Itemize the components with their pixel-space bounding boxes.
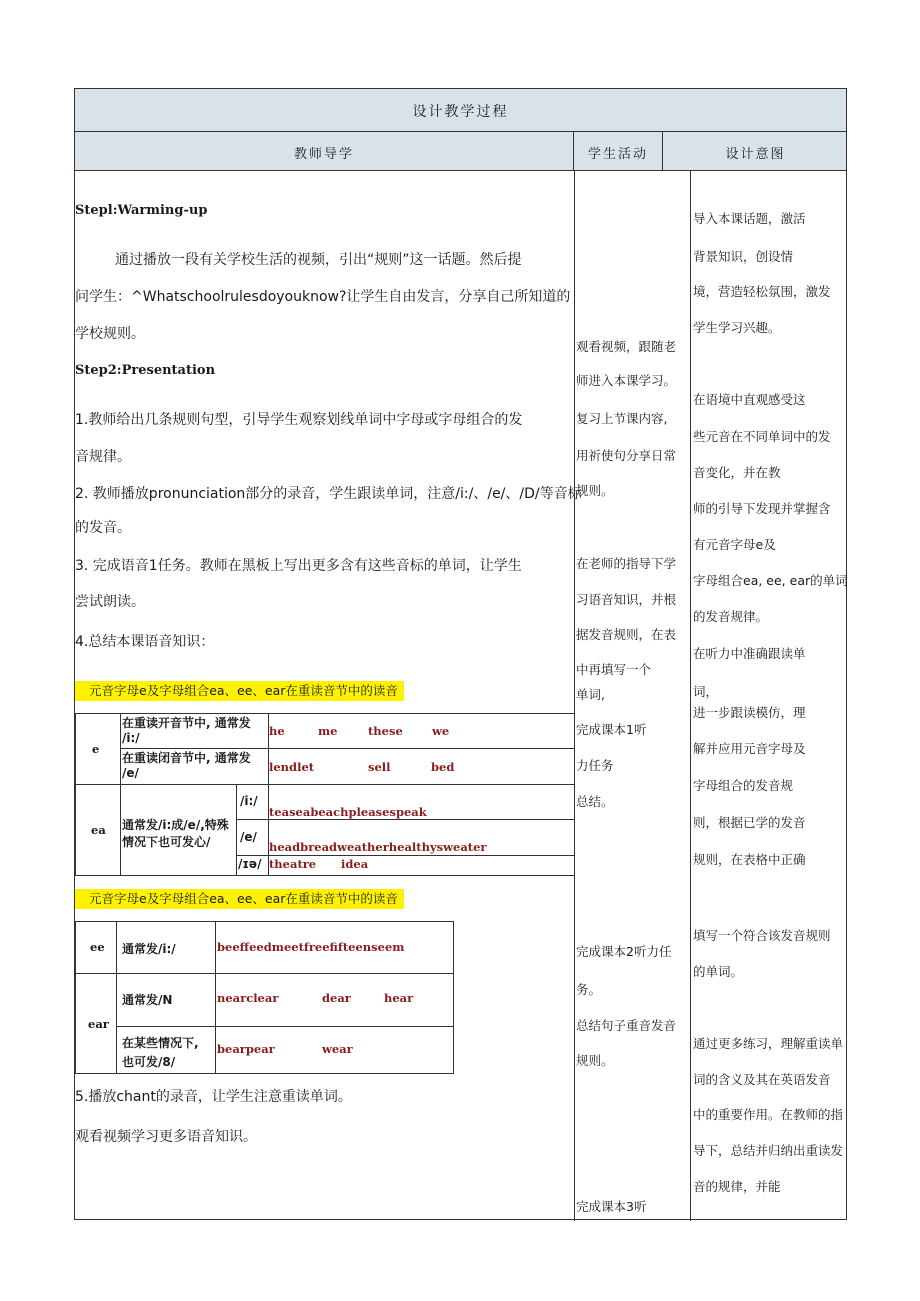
student-activity-line: 总结。 (576, 794, 614, 809)
ear-rule: 也可发/8/ (122, 1055, 176, 1069)
phonics-table-1-heading: 元音字母e及字母组合ea、ee、ear在重读音节中的读音 (75, 681, 404, 701)
student-activity-line: 务。 (576, 982, 602, 997)
word: theatre (269, 857, 317, 871)
table-title-row (75, 89, 846, 132)
student-activity-line: 规则。 (576, 483, 614, 498)
step1-text: 问学生：^Whatschoolrulesdoyouknow?让学生自由发言，分享自己所知道的 (75, 289, 571, 305)
e-closed-rule: 在重读闭音节中, 通常发 (122, 751, 251, 765)
word: me (318, 724, 338, 738)
phonics-table-2-heading: 元音字母e及字母组合ea、ee、ear在重读音节中的读音 (75, 889, 404, 909)
design-intent-line: 音变化，并在教 (693, 465, 781, 480)
student-activity-line: 力任务 (576, 758, 614, 773)
word: we (432, 724, 450, 738)
design-intent-line: 规则，在表格中正确 (693, 852, 806, 867)
student-activity-line: 完成课本1听 (576, 722, 647, 737)
student-activity-line: 单词, (576, 687, 605, 702)
design-intent-line: 导入本课话题，激活 (693, 211, 806, 226)
step1-text: 学校规则。 (75, 326, 145, 342)
column-header-row (75, 132, 846, 171)
letters-ee-label: ee (90, 940, 105, 954)
design-intent-line: 字母组合的发音规 (693, 778, 794, 793)
step2-title: Step2:Presentation (75, 363, 216, 378)
student-activity-line: 据发音规则，在表 (576, 627, 677, 642)
e-open-rule: 在重读开音节中, 通常发 (122, 716, 251, 730)
word: bed (431, 760, 455, 774)
design-intent-line: 有元音字母e及 (693, 537, 776, 552)
student-activity-line: 用祈使句分享日常 (576, 448, 677, 463)
word: these (368, 724, 403, 738)
design-intent-line: 的单词。 (693, 964, 744, 979)
step2-point-4: 4.总结本课语音知识： (75, 634, 215, 650)
letters-ea-label: ea (91, 823, 106, 837)
design-intent-line: 些元音在不同单词中的发 (693, 429, 831, 444)
ea-rule: 情况下也可发心/ (122, 835, 211, 849)
word: he (269, 724, 285, 738)
student-activity-line: 师进入本课学习。 (576, 373, 677, 388)
word-list: beeffeedmeetfreefifteenseem (217, 940, 405, 954)
word: sell (368, 760, 391, 774)
design-intent-line: 在语境中直观感受这 (693, 392, 806, 407)
design-intent-line: 词， (693, 684, 719, 699)
design-intent-line: 填写一个符合该发音规则 (693, 928, 831, 943)
step2-point-2: 2. 教师播放pronunciation部分的录音，学生跟读单词，注意/i:/、/e/、/D/等音标 (75, 486, 582, 502)
student-activity-line: 规则。 (576, 1053, 614, 1068)
student-activity-line: 在老师的指导下学 (576, 556, 677, 571)
col-header-teacher: 教师导学 (75, 132, 574, 171)
step2-point-3: 尝试朗读。 (75, 594, 145, 610)
design-intent-line: 解并应用元音字母及 (693, 741, 806, 756)
design-intent-line: 音的规律，并能 (693, 1179, 781, 1194)
step2-point-1: 音规律。 (75, 449, 131, 465)
word: nearclear (217, 991, 279, 1005)
step2-point-6: 观看视频学习更多语音知识。 (75, 1129, 257, 1145)
letters-ear-label: ear (88, 1017, 109, 1031)
sound-symbol: /ɪə/ (238, 857, 262, 871)
step2-point-2: 的发音。 (75, 520, 131, 536)
column-divider (574, 171, 575, 1221)
e-open-rule: /i:/ (122, 731, 140, 745)
letter-e-label: e (92, 742, 100, 756)
e-closed-rule: /e/ (122, 766, 139, 780)
step1-title: Stepl:Warming-up (75, 203, 208, 218)
design-intent-line: 字母组合ea, ee, ear的单词 (693, 573, 848, 588)
student-activity-line: 复习上节课内容, (576, 411, 668, 426)
step1-text: 通过播放一段有关学校生活的视频，引出“规则”这一话题。然后提 (115, 252, 522, 268)
word-list: teaseabeachpleasespeak (269, 805, 427, 819)
design-intent-line: 进一步跟读模仿，理 (693, 705, 806, 720)
col-header-intent: 设计意图 (725, 147, 786, 162)
design-intent-line: 导下，总结并归纳出重读发 (693, 1143, 844, 1158)
ea-rule: 通常发/i:成/e/,特殊 (122, 818, 229, 832)
student-activity-line: 完成课本3听 (576, 1199, 647, 1214)
student-activity-line: 习语音知识，并根 (576, 592, 677, 607)
ear-rule: 通常发/N (122, 993, 173, 1007)
word: bearpear (217, 1042, 275, 1056)
word: lendlet (269, 760, 315, 774)
student-activity-line: 完成课本2听力任 (576, 944, 672, 959)
design-intent-line: 师的引导下发现并掌握含 (693, 501, 831, 516)
word-list: headbreadweatherhealthysweater (269, 840, 487, 854)
ee-rule: 通常发/i:/ (122, 942, 176, 956)
table-title: 设计教学过程 (412, 104, 509, 120)
design-intent-line: 中的重要作用。在教师的指 (693, 1107, 844, 1122)
design-intent-line: 背景知识，创设情 (693, 249, 794, 264)
student-activity-line: 中再填写一个 (576, 662, 652, 677)
column-divider (690, 171, 691, 1221)
step2-point-5: 5.播放chant的录音，让学生注意重读单词。 (75, 1089, 352, 1105)
col-header-student: 学生活动 (574, 132, 663, 171)
design-intent-line: 则，根据已学的发音 (693, 815, 806, 830)
design-intent-line: 学生学习兴趣。 (693, 320, 781, 335)
student-activity-line: 观看视频，跟随老 (576, 339, 677, 354)
ear-rule: 在某些情况下, (122, 1036, 199, 1050)
word: hear (384, 991, 414, 1005)
step2-point-3: 3. 完成语音1任务。教师在黑板上写出更多含有这些音标的单词，让学生 (75, 558, 522, 574)
word: wear (322, 1042, 353, 1056)
word: dear (322, 991, 351, 1005)
design-intent-line: 通过更多练习，理解重读单 (693, 1036, 844, 1051)
word: idea (341, 857, 369, 871)
design-intent-line: 词的含义及其在英语发音 (693, 1072, 831, 1087)
step2-point-1: 1.教师给出几条规则句型，引导学生观察划线单词中字母或字母组合的发 (75, 412, 523, 428)
design-intent-line: 在听力中准确跟读单 (693, 646, 806, 661)
design-intent-line: 的发音规律。 (693, 609, 769, 624)
student-activity-line: 总结句子重音发音 (576, 1018, 677, 1033)
sound-symbol: /e/ (240, 830, 257, 844)
design-intent-line: 境，营造轻松氛围，激发 (693, 284, 831, 299)
sound-symbol: /i:/ (240, 794, 258, 808)
